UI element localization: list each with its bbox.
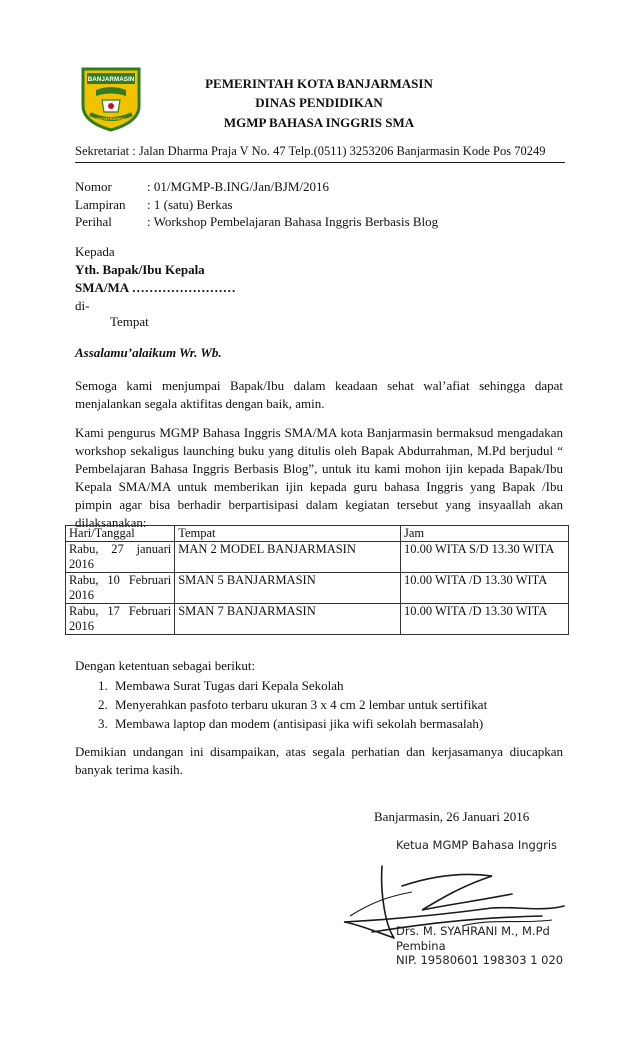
- recipient-kepada: Kepada: [75, 244, 115, 259]
- conditions-list: [75, 676, 581, 733]
- schedule-table: [65, 525, 569, 635]
- meta-key: Nomor: [75, 179, 112, 194]
- signature-block: [342, 832, 572, 992]
- recipient-tempat: Tempat: [110, 314, 149, 329]
- list-item: 3. Membawa laptop dan modem (antisipasi jika wifi sekolah bermasalah): [111, 714, 581, 733]
- header-date: Hari/Tanggal: [66, 526, 175, 542]
- signer-name: Drs. M. SYAHRANI M., M.Pd: [396, 924, 550, 938]
- secretariat-address: Sekretariat : Jalan Dharma Praja V No. 47 Telp.(0511) 3253206 Banjarmasin Kode Pos 70249: [75, 144, 546, 158]
- meta-value: : Workshop Pembelajaran Bahasa Inggris Berbasis Blog: [147, 214, 439, 229]
- emblem-bottom-text: KAYUH BAIMBAI: [96, 117, 126, 121]
- row-date: Rabu, 17 Februari 2016: [66, 604, 175, 635]
- row-date: Rabu, 27 januari 2016: [66, 542, 175, 573]
- meta-key: Lampiran: [75, 197, 126, 212]
- signature-title: Ketua MGMP Bahasa Inggris: [396, 838, 558, 852]
- meta-nomor: [75, 179, 329, 195]
- place-date: Banjarmasin, 26 Januari 2016: [374, 809, 530, 824]
- meta-value: : 01/MGMP-B.ING/Jan/BJM/2016: [147, 179, 330, 194]
- list-item: 2. Menyerahkan pasfoto terbaru ukuran 3 x 4 cm 2 lembar untuk sertifikat: [111, 695, 581, 714]
- row-place: SMAN 5 BANJARMASIN: [175, 573, 401, 604]
- letterhead: [0, 0, 638, 160]
- conditions-intro: Dengan ketentuan sebagai berikut:: [75, 658, 256, 673]
- recipient-di: di-: [75, 298, 90, 313]
- row-place: SMAN 7 BANJARMASIN: [175, 604, 401, 635]
- meta-key: Perihal: [75, 214, 112, 229]
- letterhead-line-2: DINAS PENDIDIKAN: [255, 95, 383, 110]
- letterhead-divider: [75, 162, 565, 163]
- letterhead-line-1: PEMERINTAH KOTA BANJARMASIN: [205, 76, 433, 91]
- table-row: [66, 573, 569, 604]
- table-header-row: [66, 526, 569, 542]
- row-time: 10.00 WITA S/D 13.30 WITA: [400, 542, 568, 573]
- letterhead-line-3: MGMP BAHASA INGGRIS SMA: [223, 115, 415, 130]
- closing-paragraph: Demikian undangan ini disampaikan, atas segala perhatian dan kerjasamanya diucapkan banyak terima kasih.: [75, 744, 563, 777]
- list-item: 1. Membawa Surat Tugas dari Kepala Sekolah: [111, 676, 581, 695]
- row-date: Rabu, 10 Februari 2016: [66, 573, 175, 604]
- row-place: MAN 2 MODEL BANJARMASIN: [175, 542, 401, 573]
- body-paragraph-2: Kami pengurus MGMP Bahasa Inggris SMA/MA kota Banjarmasin bermaksud mengadakan workshop sekaligus launching buku yang ditulis oleh Bapak Abdurrahman, M.Pd berjudul “ Pembelajaran Bahasa Inggris Berbasis Blog”, untuk itu kami mohon ijin kepada Bapak/Ibu Kepala SMA/MA untuk memberikan ijin kepada guru bahasa Inggris yang Bapak /Ibu pimpin agar bisa berhadir berpartisipasi dalam kegiatan tersebut yang insyaallah akan dilaksanakan:: [75, 425, 563, 530]
- row-time: 10.00 WITA /D 13.30 WITA: [400, 604, 568, 635]
- signer-nip: NIP. 19580601 198303 1 020: [396, 953, 564, 967]
- row-time: 10.00 WITA /D 13.30 WITA: [400, 573, 568, 604]
- header-place: Tempat: [175, 526, 401, 542]
- greeting: Assalamu’alaikum Wr. Wb.: [75, 345, 222, 360]
- recipient-yth: Yth. Bapak/Ibu Kepala: [75, 262, 205, 277]
- meta-value: : 1 (satu) Berkas: [147, 197, 233, 212]
- table-row: [66, 604, 569, 635]
- emblem-top-text: BANJARMASIN: [87, 76, 135, 83]
- recipient-school: SMA/MA ……………………: [75, 280, 236, 295]
- table-row: [66, 542, 569, 573]
- meta-lampiran: [75, 197, 233, 213]
- signer-role: Pembina: [396, 939, 446, 953]
- meta-perihal: [75, 214, 438, 230]
- body-paragraph-1: Semoga kami menjumpai Bapak/Ibu dalam keadaan sehat wal’afiat sehingga dapat menjalankan segala aktifitas dengan baik, amin.: [75, 378, 563, 411]
- header-time: Jam: [400, 526, 568, 542]
